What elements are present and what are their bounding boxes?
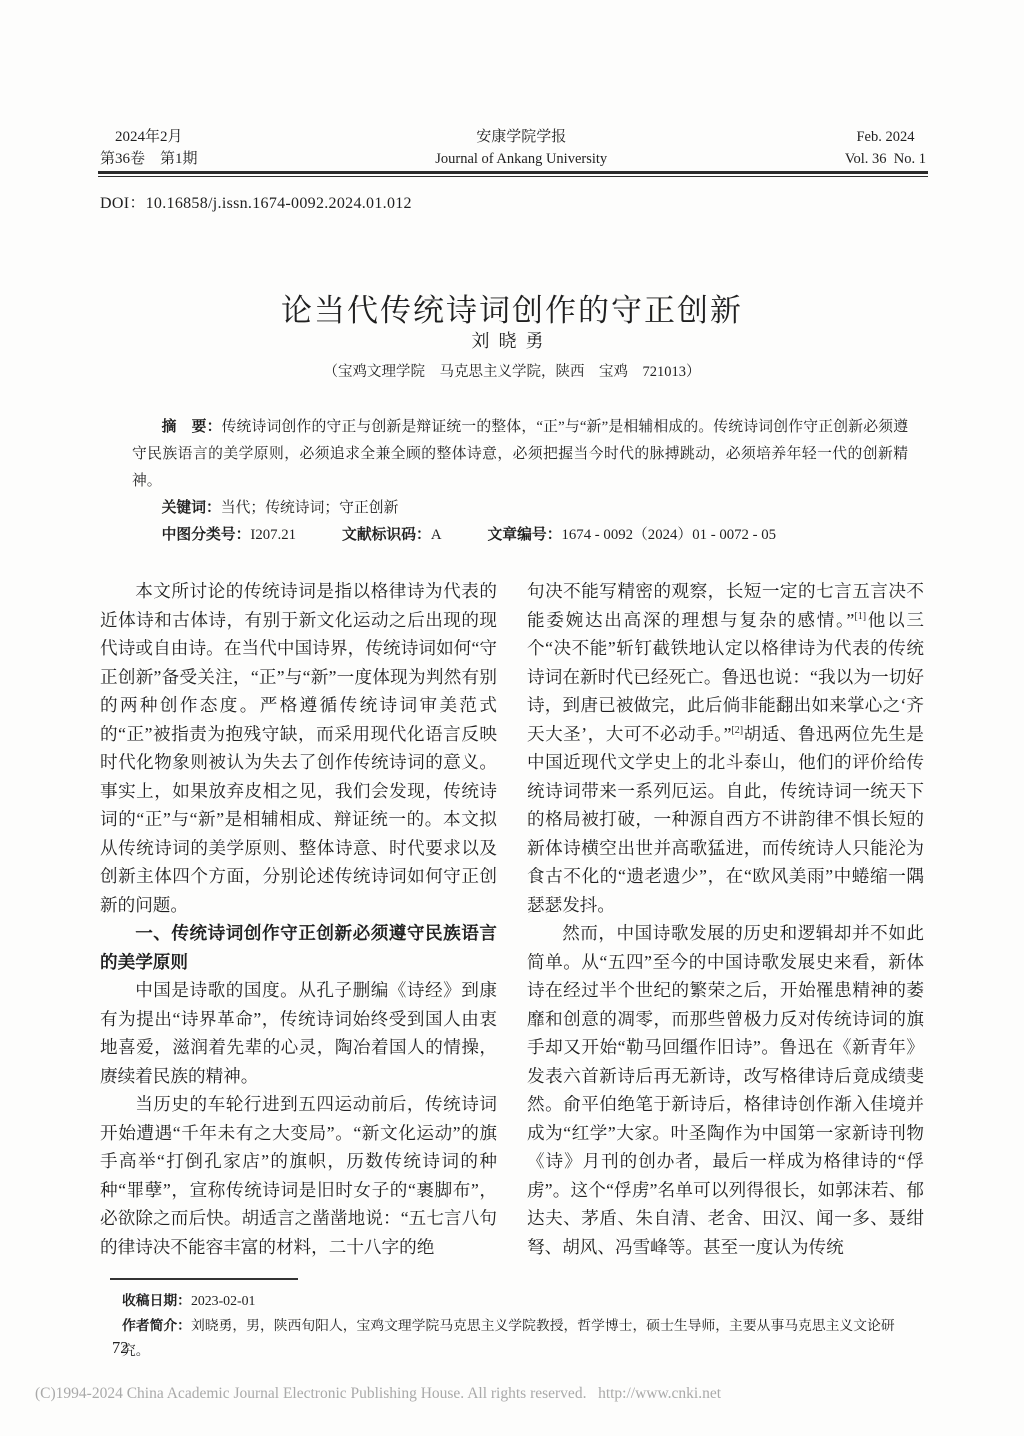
footnote-block [122,1288,922,1363]
doi-line: DOI：10.16858/j.issn.1674-0092.2024.01.012 [100,195,412,212]
author-bio-line [122,1313,922,1363]
body-paragraph: 句决不能写精密的观察，长短一定的七言五言决不能委婉达出高深的理想与复杂的感情。”[1]他以三个“决不能”斩钉截铁地认定以格律诗为代表的传统诗词在新时代已经死亡。鲁迅也说：“我以为一切好诗，到唐已被做完，此后倘非能翻出如来掌心之‘齐天大圣’，大可不必动手。”[2]胡适、鲁迅两位先生是中国近现代文学史上的北斗泰山，他们的评价给传统诗词带来一系列厄运。自此，传统诗词一统天下的格局被打破，一种源自西方不讲韵律不惧长短的新体诗横空出世并高歌猛进，而传统诗人只能沦为食古不化的“遗老遗少”，在“欧风美雨”中蜷缩一隅瑟瑟发抖。 [527,581,924,915]
footnote-divider [110,1278,298,1280]
body-columns [100,577,924,1261]
doc-code-group [342,527,441,543]
header-center-block [435,126,607,170]
abstract-block [132,414,908,549]
author-name: 刘晓勇 [471,331,553,351]
body-paragraph: 本文所讨论的传统诗词是指以格律诗为代表的近体诗和古体诗，有别于新文化运动之后出现的现代诗或自由诗。在当代中国诗界，传统诗词如何“守正创新”备受关注，“正”与“新”一度体现为判然有别的两种创作态度。严格遵循传统诗词审美范式的“正”被指责为抱残守缺，而采用现代化语言反映时代化物象则被认为失去了创作传统诗词的意义。事实上，如果放弃皮相之见，我们会发现，传统诗词的“正”与“新”是相辅相成、辩证统一的。本文拟从传统诗词的美学原则、整体诗意、时代要求以及创新主体四个方面，分别论述传统诗词如何守正创新的问题。 [100,581,497,915]
journal-title-en: Journal of Ankang University [435,151,608,167]
header-rule-thin [98,176,928,177]
clc-group [162,527,296,543]
header-right-block [845,126,926,170]
volume-issue-en: Vol. 36 No. 1 [844,151,926,167]
body-paragraph: 中国是诗歌的国度。从孔子删编《诗经》到康有为提出“诗界革命”，传统诗词始终受到国人由衷地喜爱，滋润着先辈的心灵，陶冶着国人的情操，赓续着民族的精神。 [100,980,497,1086]
article-title: 论当代传统诗词创作的守正创新 [281,292,743,328]
doc-code-label: 文献标识码： [342,527,431,543]
author-affiliation: （宝鸡文理学院 马克思主义学院，陕西 宝鸡 721013） [323,364,701,380]
clc-label: 中图分类号： [161,527,251,543]
page-number: 72 [112,1338,129,1357]
left-column [100,577,497,1261]
section-heading-1: 一、传统诗词创作守正创新必须遵守民族语言的美学原则 [100,923,497,972]
keywords-line [132,495,908,522]
issue-date-en: Feb. 2024 [856,129,915,145]
received-date-value: 2023-02-01 [190,1293,256,1308]
received-date-label: 收稿日期： [122,1293,191,1308]
abstract-paragraph [132,414,908,495]
volume-issue-cn: 第36卷 第1期 [100,151,198,167]
keywords-text: 当代；传统诗词；守正创新 [220,500,399,516]
header-rule-thick [98,171,928,174]
doc-code-value: A [430,527,442,543]
author-bio-label: 作者简介： [122,1318,191,1333]
author-bio-text: 刘晓勇，男，陕西旬阳人，宝鸡文理学院马克思主义学院教授，哲学博士，硕士生导师，主要从事马克思主义文论研究。 [122,1318,895,1358]
issue-date-cn: 2024年2月 [115,129,183,145]
header-left-block [100,126,198,170]
copyright-line: (C)1994-2024 China Academic Journal Electronic Publishing House. All rights reserved. http://www.cnki.net [35,1385,722,1402]
clc-value: I207.21 [250,527,297,543]
article-id-value: 1674 - 0092（2024）01 - 0072 - 05 [561,527,777,543]
keywords-label: 关键词： [161,500,221,516]
abstract-text: 传统诗词创作的守正与创新是辩证统一的整体，“正”与“新”是相辅相成的。传统诗词创作守正创新必须遵守民族语言的美学原则，必须追求全兼全顾的整体诗意，必须把握当今时代的脉搏跳动，必须培养年轻一代的创新精神。 [132,419,908,489]
journal-title-cn: 安康学院学报 [476,129,567,145]
article-id-label: 文章编号： [487,527,562,543]
journal-header [100,126,926,170]
article-id-group [488,527,777,543]
received-date-line [122,1288,922,1313]
body-paragraph: 然而，中国诗歌发展的历史和逻辑却并不如此简单。从“五四”至今的中国诗歌发展史来看，新体诗在经过半个世纪的繁荣之后，开始罹患精神的萎靡和创意的凋零，而那些曾极力反对传统诗词的旗手却又开始“勒马回缰作旧诗”。鲁迅在《新青年》发表六首新诗后再无新诗，改写格律诗后竟成绩斐然。俞平伯绝笔于新诗后，格律诗创作渐入佳境并成为“红学”大家。叶圣陶作为中国第一家新诗刊物《诗》月刊的创办者，最后一样成为格律诗的“俘虏”。这个“俘虏”名单可以列得很长，如郭沫若、郁达夫、茅盾、朱自清、老舍、田汉、闻一多、聂绀弩、胡风、冯雪峰等。甚至一度认为传统 [527,923,924,1257]
abstract-label: 摘 要： [161,419,222,435]
right-column [527,577,924,1261]
article-meta-line [132,522,908,549]
body-paragraph: 当历史的车轮行进到五四运动前后，传统诗词开始遭遇“千年未有之大变局”。“新文化运动”的旗手高举“打倒孔家店”的旗帜，历数传统诗词的种种“罪孽”，宣称传统诗词是旧时女子的“裹脚布”，必欲除之而后快。胡适言之凿凿地说：“五七言八句的律诗决不能容丰富的材料，二十八字的绝 [100,1094,497,1257]
